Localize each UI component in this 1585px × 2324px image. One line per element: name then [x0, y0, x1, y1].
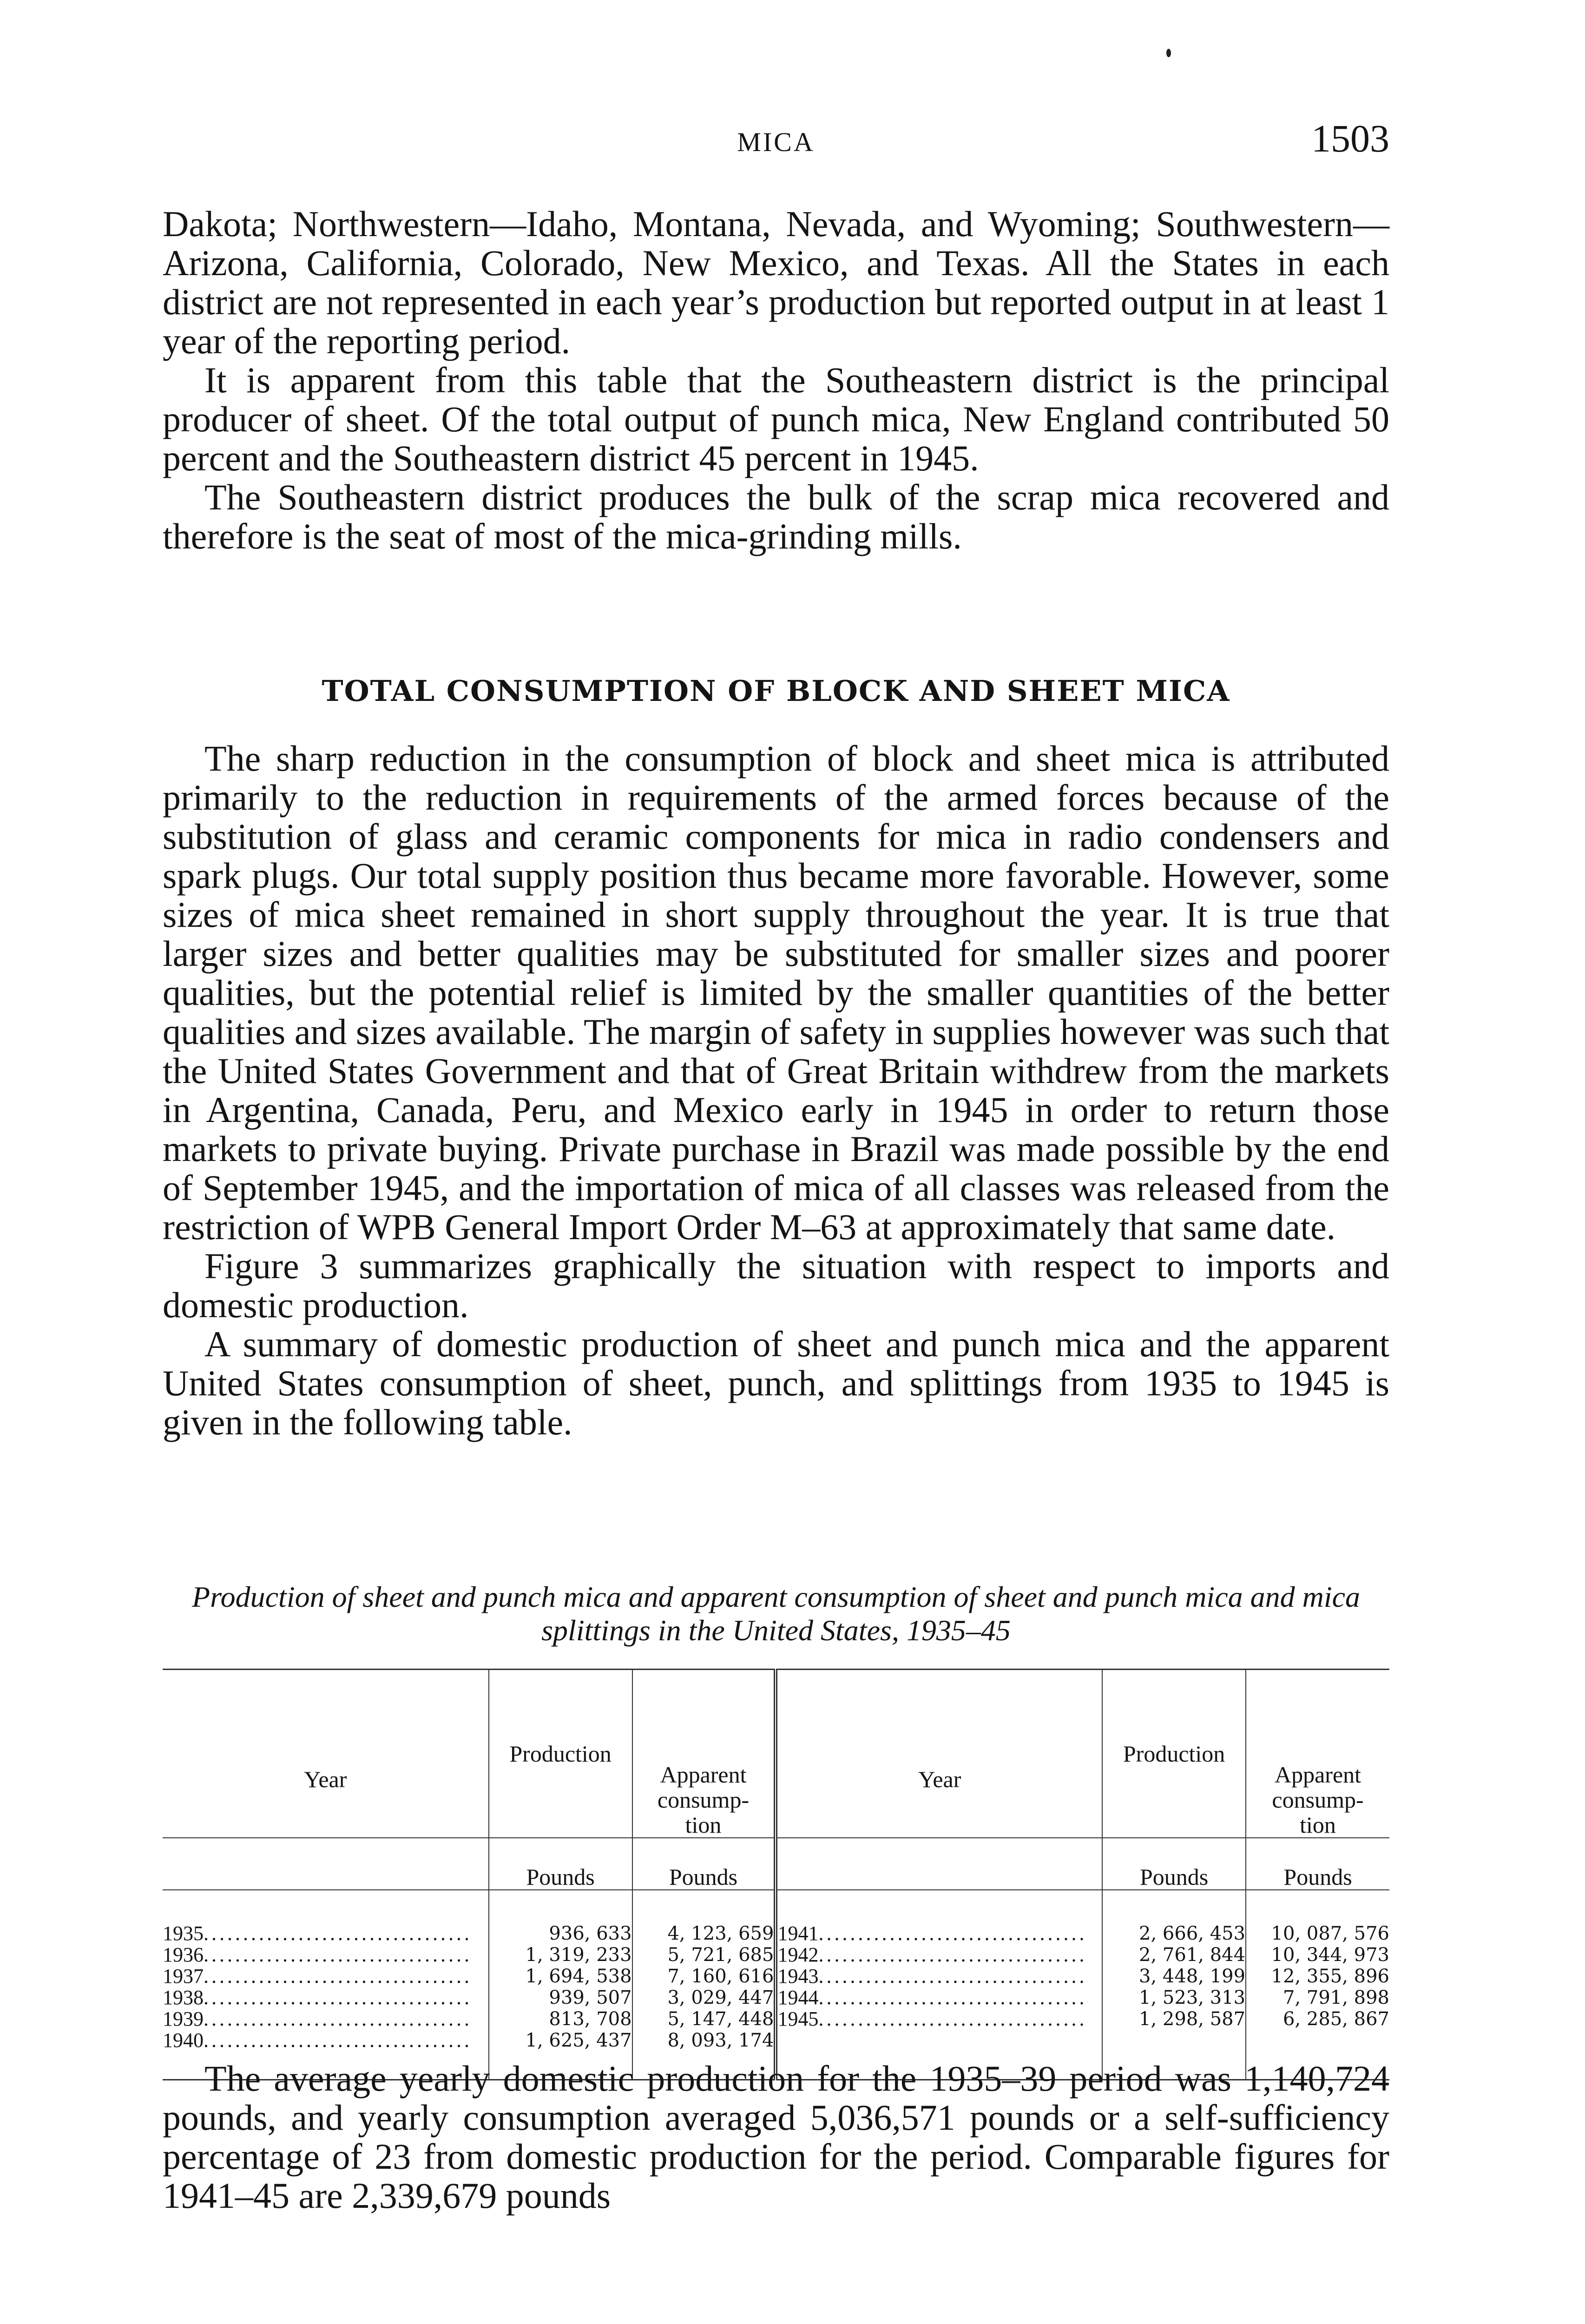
production-cell: 1, 694, 538 — [489, 1966, 632, 1987]
units-label: Pounds — [632, 1838, 776, 1890]
consumption-cell: 4, 123, 659 — [632, 1923, 776, 1944]
consumption-cell: 7, 791, 898 — [1282, 1987, 1389, 2008]
paragraph: The sharp reduction in the consumption of block and sheet mica is attributed primarily to the reduction in requirements of the armed forces because of the substitution of glass and ceramic components for mica in radio condensers and spark plugs. Our total supply position thus became more favorable. However, some sizes of mica sheet remained in short supply throughout the year. It is true that larger sizes and better qualities may be substituted for smaller sizes and poorer qualities, but the potential relief is limited by the smaller quantities of the better qualities and sizes available. The margin of safety in supplies however was such that the United States Government and that of Great Britain withdrew from the markets in Argentina, Canada, Peru, and Mexico early in 1945 in order to return those markets to private buying. Private purchase in Brazil was made possible by the end of September 1945, and the importation of mica of all classes was released from the restriction of WPB General Import Order M–63 at approximately that same date. — [163, 738, 1389, 1247]
summary-text-block — [163, 2059, 1389, 2215]
paragraph: Figure 3 summarizes graphically the situation with respect to imports and domestic production. — [163, 1246, 1389, 1325]
production-cell: 1, 523, 313 — [1102, 1987, 1246, 2008]
consumption-cell: 7, 160, 616 — [632, 1966, 776, 1987]
column-header-consumption: Apparent consump- tion — [1272, 1762, 1364, 1838]
consumption-cell: 10, 087, 576 — [1271, 1923, 1389, 1944]
year-cell: 1941 — [777, 1923, 819, 1944]
paragraph-continued: Dakota; Northwestern—Idaho, Montana, Nevada, and Wyoming; Southwestern—Arizona, California, Colorado, New Mexico, and Texas. All the States in each district are not represented in each year’s production but reported output in at least 1 year of the reporting period. — [163, 204, 1389, 361]
paragraph: The average yearly domestic production for the 1935–39 period was 1,140,724 pounds, and yearly consumption averaged 5,036,571 pounds or a self-sufficiency percentage of 23 from domestic production for the period. Comparable figures for 1941–45 are 2,339,679 pounds — [163, 2058, 1389, 2216]
production-cell: 3, 448, 199 — [1102, 1966, 1246, 1987]
year-cell: 1939 — [163, 2008, 204, 2030]
table-row: 1936.................................. 1, 319, 233 5, 721, 685 1942.................................. 2, 761, 844 10, 344, 973 — [163, 1944, 1389, 1966]
production-cell: 2, 666, 453 — [1102, 1923, 1246, 1944]
column-header-year: Year — [163, 1670, 489, 1838]
column-header-production: Production — [1102, 1670, 1246, 1838]
table-row: 1940.................................. 1, 625, 437 8, 093, 174 — [163, 2030, 1389, 2051]
year-cell: 1945 — [777, 2008, 819, 2030]
units-label: Pounds — [1246, 1838, 1389, 1890]
production-cell: 939, 507 — [489, 1987, 632, 2008]
units-label: Pounds — [1102, 1838, 1246, 1890]
table-caption: Production of sheet and punch mica and apparent consumption of sheet and punch mica and mica splittings in the United States, 1935–45 — [192, 1580, 1360, 1647]
paragraph: It is apparent from this table that the Southeastern district is the principal producer of sheet. Of the total output of punch mica, New England contributed 50 percent and the Southeastern district 45 percent in 1945. — [163, 360, 1389, 478]
paragraph: A summary of domestic production of sheet and punch mica and the apparent United States consumption of sheet, punch, and splittings from 1935 to 1945 is given in the following table. — [163, 1324, 1389, 1442]
units-label: Pounds — [489, 1838, 632, 1890]
page-number: 1503 — [1311, 117, 1389, 160]
production-consumption-table — [163, 1669, 1389, 2080]
year-cell: 1943 — [777, 1966, 819, 1987]
year-cell: 1938 — [163, 1987, 204, 2008]
production-cell: 1, 625, 437 — [489, 2030, 632, 2051]
consumption-cell: 8, 093, 174 — [632, 2030, 776, 2051]
column-header-production: Production — [489, 1670, 632, 1838]
year-cell: 1940 — [163, 2030, 204, 2051]
production-cell: 813, 708 — [489, 2008, 632, 2030]
production-cell: 1, 319, 233 — [489, 1944, 632, 1966]
production-cell: 2, 761, 844 — [1102, 1944, 1246, 1966]
year-cell: 1935 — [163, 1923, 204, 1944]
year-cell: 1937 — [163, 1966, 204, 1987]
consumption-cell: 5, 721, 685 — [632, 1944, 776, 1966]
table-row: 1938.................................. 939, 507 3, 029, 447 1944.................................. 1, 523, 313 7, 791, 898 — [163, 1987, 1389, 2008]
consumption-cell: 10, 344, 973 — [1271, 1944, 1389, 1966]
consumption-cell: 6, 285, 867 — [1282, 2008, 1389, 2030]
production-cell: 936, 633 — [489, 1923, 632, 1944]
column-header-year: Year — [776, 1670, 1102, 1838]
table-row: 1937.................................. 1, 694, 538 7, 160, 616 1943.................................. 3, 448, 199 12, 355, 896 — [163, 1966, 1389, 1987]
consumption-text-block — [163, 739, 1389, 1442]
running-title: MICA — [737, 127, 815, 157]
consumption-cell: 5, 147, 448 — [632, 2008, 776, 2030]
section-heading: TOTAL CONSUMPTION OF BLOCK AND SHEET MICA — [322, 674, 1230, 708]
paragraph: The Southeastern district produces the bulk of the scrap mica recovered and therefore is the seat of most of the mica-grinding mills. — [163, 477, 1389, 556]
table-row: 1935.................................. 936, 633 4, 123, 659 1941.................................. 2, 666, 453 10, 087, 576 — [163, 1923, 1389, 1944]
intro-text-block — [163, 205, 1389, 556]
print-speck-top — [1166, 49, 1171, 57]
consumption-cell: 3, 029, 447 — [632, 1987, 776, 2008]
year-cell: 1936 — [163, 1944, 204, 1966]
year-cell: 1942 — [777, 1944, 819, 1966]
production-cell: 1, 298, 587 — [1102, 2008, 1246, 2030]
column-header-consumption: Apparent consump- tion — [632, 1670, 776, 1838]
year-cell: 1944 — [777, 1987, 819, 2008]
running-header — [163, 116, 1389, 167]
consumption-cell: 12, 355, 896 — [1271, 1966, 1389, 1987]
table-row: 1939.................................. 813, 708 5, 147, 448 1945.................................. 1, 298, 587 6, 285, 867 — [163, 2008, 1389, 2030]
